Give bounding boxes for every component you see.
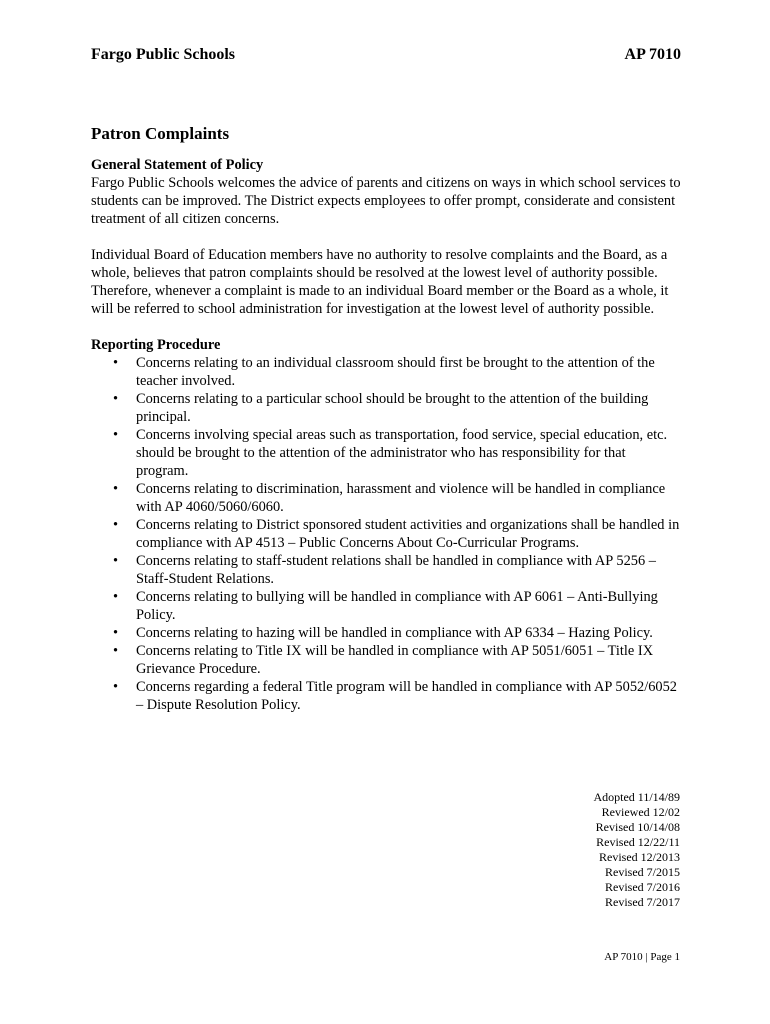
list-item (91, 624, 681, 642)
list-item (91, 516, 681, 552)
policy-paragraph-2: Individual Board of Education members have no authority to resolve complaints and the Board, as a whole, believes that patron complaints should be resolved at the lowest level of authority possible. Therefore, whenever a complaint is made to an individual Board member or the Board as a whole, it will be referred to school administration for investigation at the lowest level of authority possible. (91, 247, 669, 317)
bullet-icon: • (113, 427, 119, 443)
history-entry: Revised 12/2013 (599, 850, 680, 864)
list-item-text: Concerns relating to hazing will be handled in compliance with AP 6334 – Hazing Policy. (136, 625, 653, 641)
list-item (91, 588, 681, 624)
history-entry: Revised 7/2015 (605, 865, 680, 879)
list-item (91, 678, 681, 714)
revision-history (593, 790, 680, 910)
document-title: Patron Complaints (91, 124, 230, 143)
list-item-text: Concerns relating to a particular school should be brought to the attention of the building principal. (136, 391, 649, 425)
bullet-icon: • (113, 391, 119, 407)
page-header (91, 46, 681, 64)
reporting-list (91, 354, 681, 714)
list-item-text: Concerns relating to District sponsored student activities and organizations shall be handled in compliance with AP 4513 – Public Concerns About Co-Curricular Programs. (136, 517, 680, 551)
list-item (91, 354, 681, 390)
list-item-text: Concerns relating to bullying will be handled in compliance with AP 6061 – Anti-Bullying Policy. (136, 589, 658, 623)
document-body (91, 156, 681, 714)
header-organization: Fargo Public Schools (91, 46, 236, 63)
history-entry: Revised 7/2016 (605, 880, 680, 894)
list-item (91, 426, 681, 480)
bullet-icon: • (113, 355, 119, 371)
policy-heading: General Statement of Policy (91, 157, 264, 173)
list-item (91, 642, 681, 678)
history-entry: Revised 7/2017 (605, 895, 680, 909)
bullet-icon: • (113, 481, 119, 497)
bullet-icon: • (113, 679, 119, 695)
list-item (91, 390, 681, 426)
bullet-icon: • (113, 517, 119, 533)
history-entry: Revised 10/14/08 (595, 820, 680, 834)
list-item (91, 552, 681, 588)
list-item-text: Concerns relating to staff-student relations shall be handled in compliance with AP 5256 – Staff-Student Relations. (136, 553, 656, 587)
list-item-text: Concerns relating to Title IX will be handled in compliance with AP 5051/6051 – Title IX Grievance Procedure. (136, 643, 654, 677)
bullet-icon: • (113, 553, 119, 569)
bullet-icon: • (113, 625, 119, 641)
list-item (91, 480, 681, 516)
bullet-icon: • (113, 589, 119, 605)
history-entry: Reviewed 12/02 (601, 805, 680, 819)
list-item-text: Concerns involving special areas such as transportation, food service, special education, etc. should be brought to the attention of the administrator who has responsibility for that program. (136, 427, 668, 479)
list-item-text: Concerns relating to an individual classroom should first be brought to the attention of the teacher involved. (136, 355, 655, 389)
history-entry: Adopted 11/14/89 (593, 790, 680, 804)
list-item-text: Concerns relating to discrimination, harassment and violence will be handled in compliance with AP 4060/5060/6060. (136, 481, 666, 515)
page-footer: AP 7010 | Page 1 (604, 951, 680, 963)
policy-paragraph-1: Fargo Public Schools welcomes the advice of parents and citizens on ways in which school services to students can be improved. The District expects employees to offer prompt, considerate and consistent treatment of all citizen concerns. (91, 175, 681, 227)
list-item-text: Concerns regarding a federal Title program will be handled in compliance with AP 5052/6052 – Dispute Resolution Policy. (136, 679, 677, 713)
history-entry: Revised 12/22/11 (596, 835, 680, 849)
bullet-icon: • (113, 643, 119, 659)
header-policy-number: AP 7010 (624, 46, 681, 63)
reporting-heading: Reporting Procedure (91, 337, 221, 353)
